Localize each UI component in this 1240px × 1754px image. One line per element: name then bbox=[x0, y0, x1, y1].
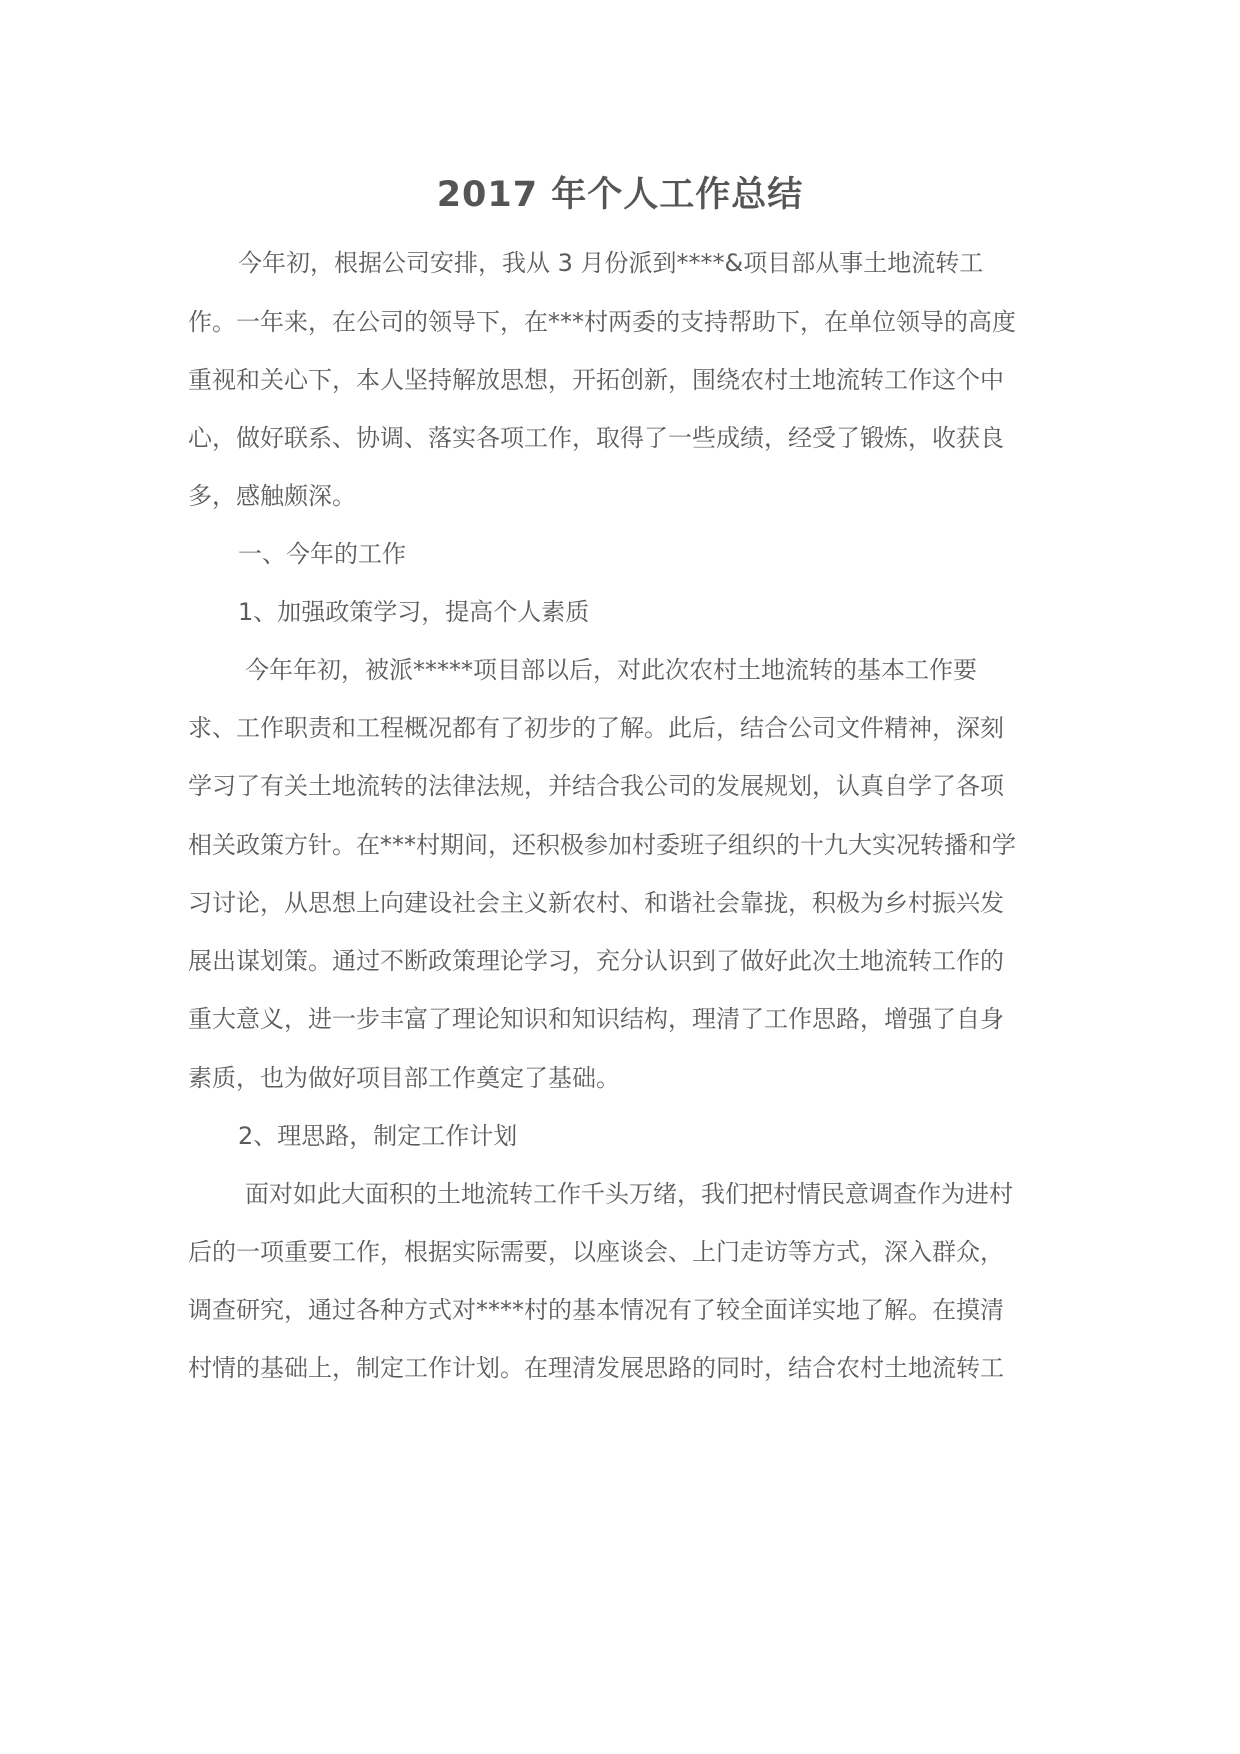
paragraph-line: 面对如此大面积的土地流转工作千头万绪，我们把村情民意调查作为进村 bbox=[245, 1180, 1013, 1208]
paragraph-line: 习讨论，从思想上向建设社会主义新农村、和谐社会靠拢，积极为乡村振兴发 bbox=[188, 889, 1004, 917]
paragraph-line: 今年年初，被派*****项目部以后，对此次农村土地流转的基本工作要 bbox=[245, 656, 977, 684]
paragraph-line: 作。一年来，在公司的领导下，在***村两委的支持帮助下，在单位领导的高度 bbox=[188, 308, 1016, 336]
paragraph-line: 今年初，根据公司安排，我从 3 月份派到****&项目部从事土地流转工 bbox=[238, 249, 984, 277]
paragraph-line: 后的一项重要工作，根据实际需要，以座谈会、上门走访等方式，深入群众， bbox=[188, 1238, 1004, 1266]
paragraph-line: 素质，也为做好项目部工作奠定了基础。 bbox=[188, 1064, 620, 1092]
paragraph-line: 村情的基础上，制定工作计划。在理清发展思路的同时，结合农村土地流转工 bbox=[188, 1354, 1004, 1382]
paragraph-line: 学习了有关土地流转的法律法规，并结合我公司的发展规划，认真自学了各项 bbox=[188, 772, 1004, 800]
document-title: 2017 年个人工作总结 bbox=[436, 175, 804, 215]
paragraph-line: 求、工作职责和工程概况都有了初步的了解。此后，结合公司文件精神，深刻 bbox=[188, 714, 1004, 742]
paragraph-line: 多，感触颇深。 bbox=[188, 482, 356, 510]
paragraph-line: 重大意义，进一步丰富了理论知识和知识结构，理清了工作思路，增强了自身 bbox=[188, 1005, 1004, 1033]
paragraph-line: 调查研究，通过各种方式对****村的基本情况有了较全面详实地了解。在摸清 bbox=[188, 1296, 1004, 1324]
subsection-heading: 1、加强政策学习，提高个人素质 bbox=[238, 598, 590, 626]
paragraph-line: 相关政策方针。在***村期间，还积极参加村委班子组织的十九大实况转播和学 bbox=[188, 831, 1016, 859]
section-heading: 一、今年的工作 bbox=[238, 540, 406, 568]
paragraph-line: 重视和关心下，本人坚持解放思想，开拓创新，围绕农村土地流转工作这个中 bbox=[188, 366, 1004, 394]
subsection-heading: 2、理思路，制定工作计划 bbox=[238, 1122, 518, 1150]
paragraph-line: 心，做好联系、协调、落实各项工作，取得了一些成绩，经受了锻炼，收获良 bbox=[188, 424, 1004, 452]
paragraph-line: 展出谋划策。通过不断政策理论学习，充分认识到了做好此次土地流转工作的 bbox=[188, 947, 1004, 975]
